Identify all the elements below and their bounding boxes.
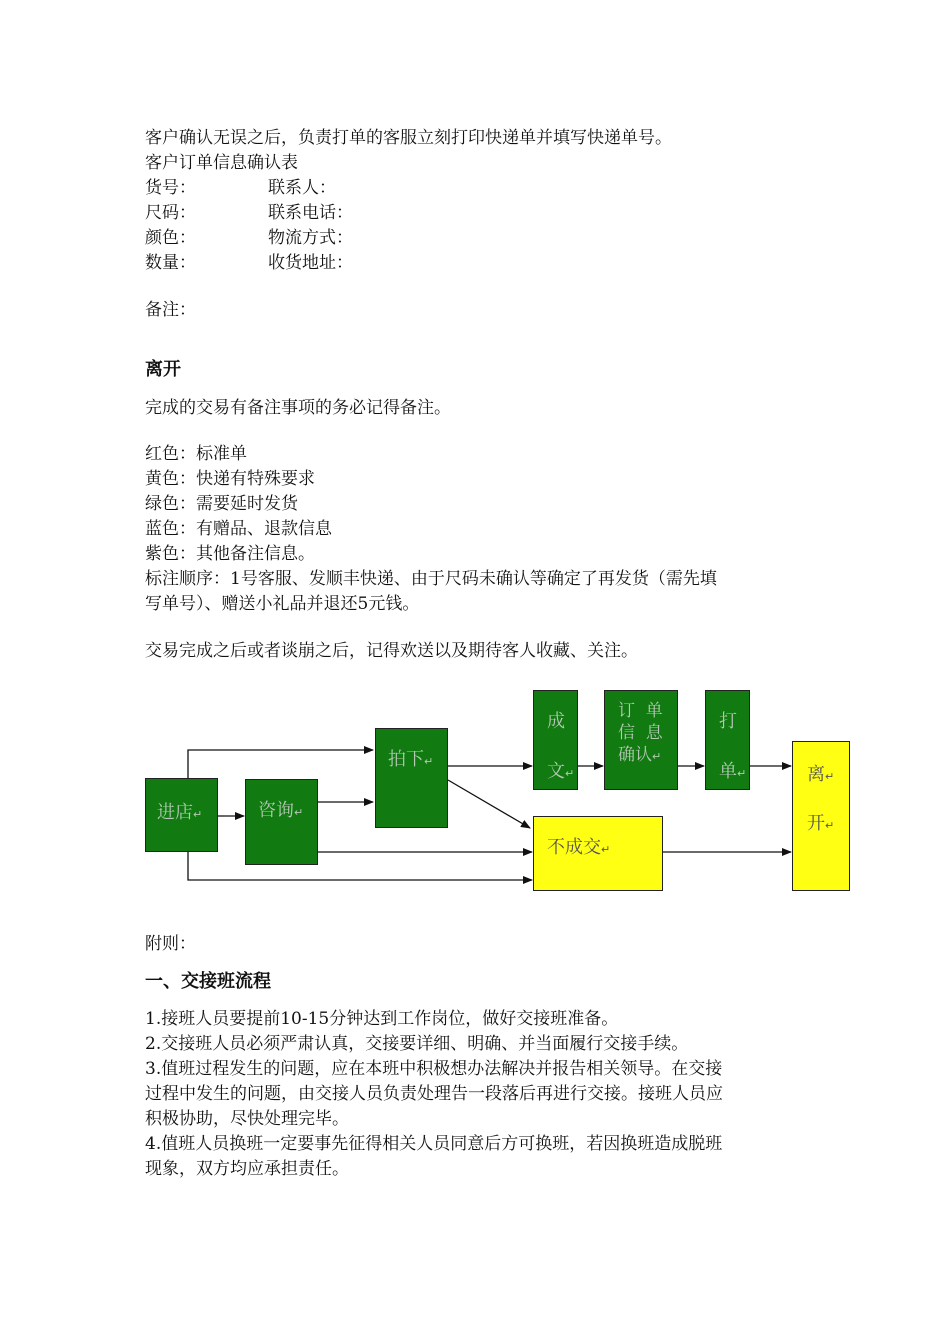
order-note-line2: 写单号）、赠送小礼品并退还5元钱。 <box>145 594 420 614</box>
field-item-no: 货号： <box>145 178 196 198</box>
flow-box-consult <box>245 779 318 865</box>
section-heading-handover: 一、交接班流程 <box>145 971 271 992</box>
color-note-red: 红色：标准单 <box>145 444 247 464</box>
leave-desc: 完成的交易有备注事项的务必记得备注。 <box>145 398 451 418</box>
field-color: 颜色： <box>145 228 196 248</box>
table-title: 客户订单信息确认表 <box>145 153 298 173</box>
flow-box-print <box>705 690 750 790</box>
flow-label-confirm-r2: 信 息 <box>618 723 663 743</box>
flow-label-leave-bottom: 开↵ <box>807 813 835 834</box>
order-note-line1: 标注顺序：1号客服、发顺丰快递、由于尺码未确认等确定了再发货（需先填 <box>145 569 717 589</box>
flow-label-consult: 咨询↵ <box>258 800 304 821</box>
color-note-green: 绿色：需要延时发货 <box>145 494 298 514</box>
field-quantity: 数量： <box>145 253 196 273</box>
color-note-yellow: 黄色：快递有特殊要求 <box>145 469 315 489</box>
arrow-enter-to-photo <box>188 750 373 778</box>
flow-label-enter: 进店↵ <box>157 802 203 823</box>
field-phone: 联系电话： <box>268 203 353 223</box>
handover-item-4-line2: 现象，双方均应承担责任。 <box>145 1159 349 1179</box>
flow-label-confirm-r3: 确认↵ <box>618 745 662 765</box>
flow-box-leave <box>792 741 850 891</box>
flow-label-no-deal: 不成交↵ <box>547 837 611 858</box>
field-remark: 备注： <box>145 300 196 320</box>
flow-label-deal-bottom: 文↵ <box>547 761 575 782</box>
appendix-label: 附则： <box>145 934 196 954</box>
color-note-blue: 蓝色：有赠品、退款信息 <box>145 519 332 539</box>
handover-item-1: 1.接班人员要提前10-15分钟达到工作岗位，做好交接班准备。 <box>145 1009 619 1029</box>
arrow-photo-to-nodeal <box>448 780 530 828</box>
flow-box-confirm-info <box>604 690 678 790</box>
handover-item-3-line3: 积极协助，尽快处理完毕。 <box>145 1109 349 1129</box>
color-note-purple: 紫色：其他备注信息。 <box>145 544 315 564</box>
field-address: 收货地址： <box>268 253 353 273</box>
flow-box-no-deal <box>533 816 663 891</box>
flow-label-deal-top: 成 <box>547 711 565 732</box>
field-size: 尺码： <box>145 203 196 223</box>
flow-box-deal <box>533 690 578 790</box>
field-shipping: 物流方式： <box>268 228 353 248</box>
arrow-enter-to-nodeal <box>188 852 532 880</box>
handover-item-3-line1: 3.值班过程发生的问题，应在本班中积极想办法解决并报告相关领导。在交接 <box>145 1059 723 1079</box>
flow-box-photo <box>375 728 448 828</box>
flow-label-print-top: 打 <box>719 711 737 732</box>
field-contact: 联系人： <box>268 178 336 198</box>
flow-label-print-bottom: 单↵ <box>719 761 747 782</box>
flow-box-enter <box>145 778 218 852</box>
handover-item-3-line2: 过程中发生的问题，由交接人员负责处理告一段落后再进行交接。接班人员应 <box>145 1084 723 1104</box>
section-heading-leave: 离开 <box>145 359 181 380</box>
intro-line: 客户确认无误之后，负责打单的客服立刻打印快递单并填写快递单号。 <box>145 128 672 148</box>
handover-item-2: 2.交接班人员必须严肃认真，交接要详细、明确、并当面履行交接手续。 <box>145 1034 689 1054</box>
flow-label-photo: 拍下↵ <box>388 749 434 770</box>
closing-note: 交易完成之后或者谈崩之后，记得欢送以及期待客人收藏、关注。 <box>145 641 638 661</box>
flow-label-leave-top: 离↵ <box>807 764 835 785</box>
flow-label-confirm-r1: 订 单 <box>618 701 663 721</box>
handover-item-4-line1: 4.值班人员换班一定要事先征得相关人员同意后方可换班，若因换班造成脱班 <box>145 1134 723 1154</box>
